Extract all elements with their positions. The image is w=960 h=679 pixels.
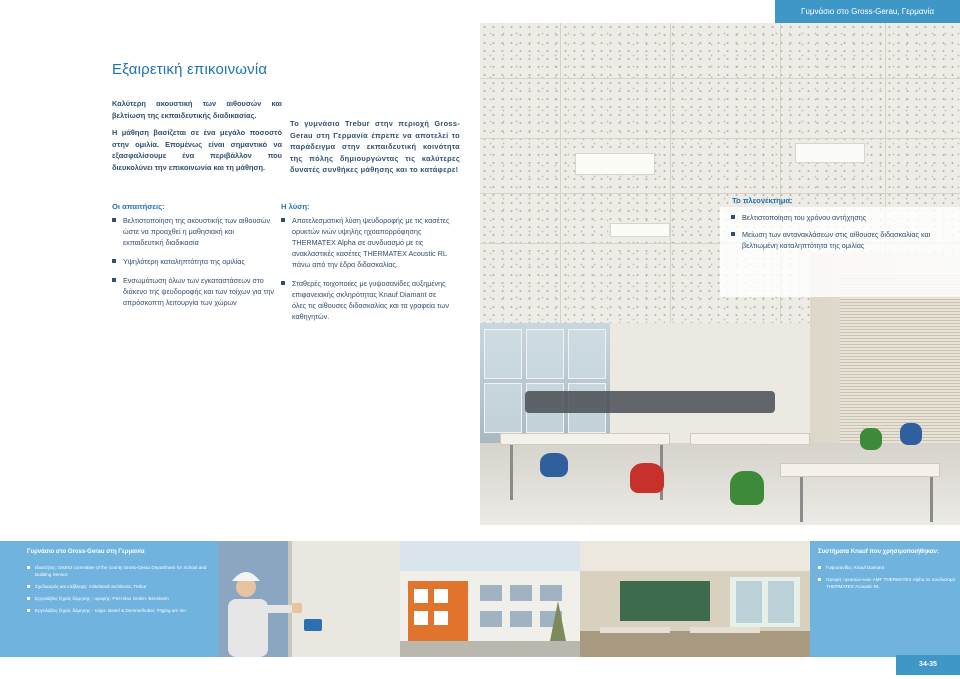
back-row-chairs — [525, 391, 775, 413]
window-wall — [480, 323, 610, 443]
list-item-text: Ενσωμάτωση όλων των εγκαταστάσεων στο διάκενο της ψευδοροφής και των τοίχων για την απρόσκοπτη λειτουργία των χώρων — [123, 276, 274, 307]
list-item — [731, 212, 931, 223]
project-info-panel — [0, 541, 218, 657]
window-pane — [484, 329, 522, 379]
bullet-square-icon — [27, 585, 30, 588]
bullet-square-icon — [27, 609, 30, 612]
window-pane — [484, 383, 522, 433]
bullet-square-icon — [112, 259, 116, 263]
ceiling-light — [575, 153, 655, 175]
list-item — [818, 576, 960, 590]
list-item — [112, 215, 274, 248]
location-tag: Γυμνάσιο στο Gross-Gerau, Γερμανία — [775, 0, 960, 23]
ceiling-light — [610, 223, 670, 237]
blue-chair — [540, 453, 568, 477]
page-number: 34-35 — [896, 655, 960, 675]
intro-body: Η μάθηση βασίζεται σε ένα μεγάλο ποσοστό στην ομιλία. Επομένως είναι σημαντικό να εξασφαλίσουμε ένα περιβάλλον που διευκολύνει την επικοινωνία και τη μάθηση. — [112, 128, 282, 172]
project-info-list — [27, 564, 218, 614]
bullet-square-icon — [818, 578, 821, 581]
advantages-list — [731, 212, 931, 257]
ceiling-grid-line — [670, 23, 671, 323]
classroom-table — [780, 463, 940, 477]
list-item-text: Βελτιστοποίηση της ακουστικής των αιθουσών ώστε να προαχθεί η μαθησιακή και εκπαιδευτική διαδικασία — [123, 216, 271, 247]
classroom-table — [690, 433, 810, 445]
bullet-square-icon — [112, 278, 116, 282]
bullet-square-icon — [731, 232, 735, 236]
list-item-text: Αποτελεσματική λύση ψευδοροφής με τις κασέτες ορυκτών ινών υψηλής ηχοαπορρόφησης THERMATEX Alpha σε συνδυασμό με τις ανακλαστικές κασέτες THERMATEX Acoustic RL πάνω από την έδρα διδασκαλίας. — [292, 216, 450, 269]
classroom-interior-photo — [580, 541, 810, 657]
worker-installing-photo — [218, 541, 400, 657]
ceiling-grid-line — [480, 138, 960, 139]
green-chair — [730, 471, 764, 505]
list-item-text: Εργολάβος ξηράς δόμησης - οροφής: PSH Bau GmbH, Bensheim — [35, 596, 169, 601]
requirements-heading: Οι απαιτήσεις: — [112, 202, 165, 211]
intro-left — [112, 98, 282, 174]
list-item-text: Γυψοσανίδες Knauf Diamant — [826, 565, 885, 570]
requirements-list — [112, 215, 274, 316]
ceiling-grid-line — [480, 78, 960, 79]
list-item — [281, 278, 451, 322]
list-item — [27, 564, 218, 578]
list-item-text: Υψηλότερη καταληπτότητα της ομιλίας — [123, 257, 245, 266]
school-exterior-photo — [400, 541, 580, 657]
bullet-square-icon — [27, 597, 30, 600]
bullet-square-icon — [818, 566, 821, 569]
project-info-title: Γυμνάσιο στο Gross-Gerau στη Γερμανία — [27, 549, 145, 555]
ceiling-light — [795, 143, 865, 163]
red-chair — [630, 463, 664, 493]
window-pane — [568, 329, 606, 379]
systems-panel — [810, 541, 960, 657]
list-item — [27, 607, 218, 614]
classroom-table — [500, 433, 670, 445]
list-item-text: Οροφές ορυκτών ινών AMF THERMATEX Alpha σε συνδυασμό THERMATEX Acoustic RL — [826, 577, 956, 589]
building-illustration — [400, 541, 580, 657]
list-item-text: Ιδιοκτήτης: District committee of the county Gross-Gerau Department for School and Building Service — [35, 565, 207, 577]
systems-title: Συστήματα Knauf που χρησιμοποιήθηκαν: — [818, 549, 939, 555]
page-title: Εξαιρετική επικοινωνία — [112, 61, 268, 78]
intro-right: Το γυμνάσιο Trebur στην περιοχή Gross-Gerau στη Γερμανία έπρεπε να αποτελεί το παράδειγμα στην εκπαιδευτική κοινότητα της πόλης δημιουργώντας τις καλύτερες δυνατές συνθήκες μάθησης και το κατάφερε! — [290, 119, 460, 175]
green-chair — [860, 428, 882, 450]
list-item — [731, 229, 931, 251]
classroom-illustration — [580, 541, 810, 657]
window-blinds — [840, 273, 960, 453]
window-pane — [526, 329, 564, 379]
advantages-heading: Το πλεονέκτημα: — [732, 196, 793, 205]
table-leg — [800, 477, 803, 522]
list-item — [27, 595, 218, 602]
top-bar — [0, 0, 960, 23]
list-item-text: Βελτιστοποίηση του χρόνου αντήχησης — [742, 213, 867, 222]
list-item-text: Εργολάβος ξηράς δόμησης - τοίχοι: Baierl & Demmelhuber, Töging am Inn — [35, 608, 186, 613]
list-item — [281, 215, 451, 270]
solution-list — [281, 215, 451, 330]
intro-lead: Καλύτερη ακουστική των αιθουσών και βελτίωση της εκπαιδευτικής διαδικασίας. — [112, 99, 282, 120]
solution-heading: Η λύση: — [281, 202, 310, 211]
worker-illustration — [218, 541, 400, 657]
bullet-square-icon — [27, 566, 30, 569]
list-item-text: Σταθερές τοιχοποιίες με γυψοσανίδες αυξημένης επιφανειακής σκληρότητας Knauf Diamant σε όλες τις αίθουσες διδασκαλίας και τα γραφεία των καθηγητών. — [292, 279, 449, 321]
ceiling-grid-line — [560, 23, 561, 323]
list-item — [112, 256, 274, 267]
bullet-square-icon — [731, 215, 735, 219]
list-item — [112, 275, 274, 308]
list-item-text: Σχεδιασμός και επίβλεψη: mittelstadt architects, Trebur — [35, 584, 147, 589]
list-item — [27, 583, 218, 590]
table-leg — [510, 445, 513, 500]
blue-chair — [900, 423, 922, 445]
list-item — [818, 564, 960, 571]
systems-list — [818, 564, 960, 590]
bullet-square-icon — [112, 218, 116, 222]
list-item-text: Μείωση των αντανακλάσεων στις αίθουσες διδασκαλίας και βελτιωμένη καταληπτότητα της ομιλίας — [742, 230, 931, 250]
ceiling-grid-line — [480, 193, 960, 194]
table-leg — [930, 477, 933, 522]
bullet-square-icon — [281, 281, 285, 285]
bullet-square-icon — [281, 218, 285, 222]
